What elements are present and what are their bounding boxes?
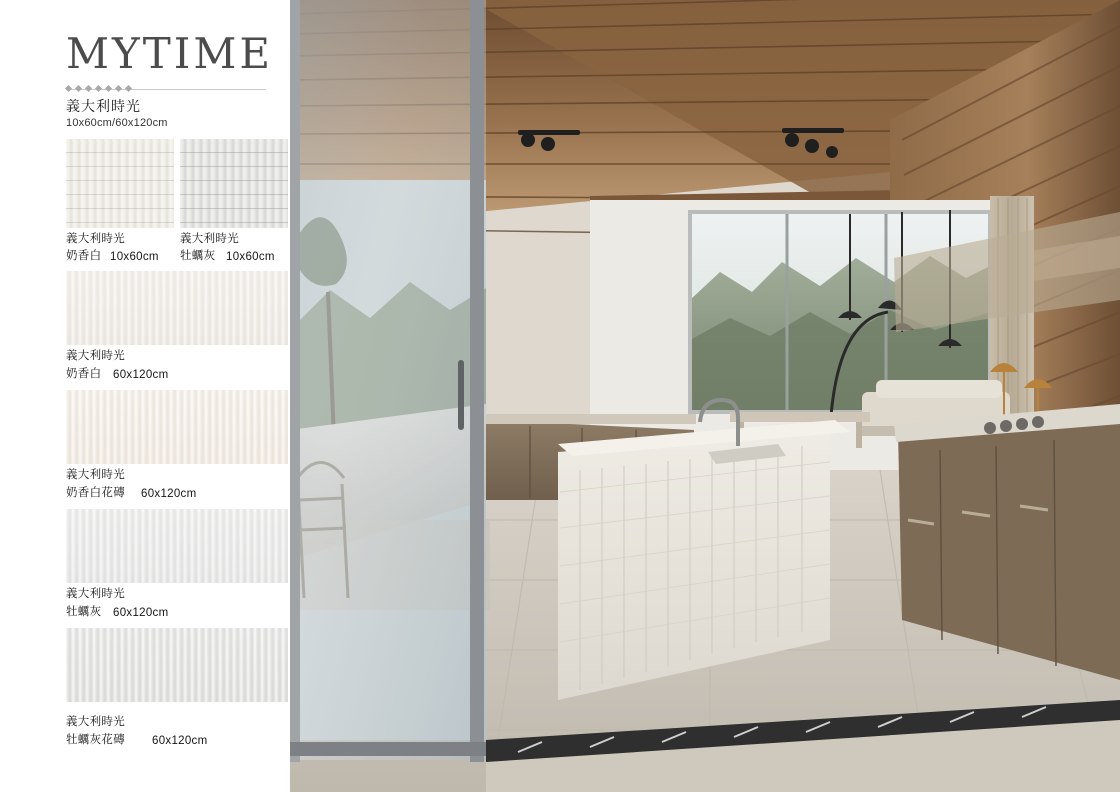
caption-cream-white-deco-60x120-variant: 奶香白花磚 bbox=[66, 487, 125, 499]
caption-oyster-grey-10x60-variant: 牡蠣灰 bbox=[180, 250, 216, 262]
caption-oyster-grey-10x60-size: 10x60cm bbox=[226, 251, 275, 263]
caption-oyster-grey-60x120-name: 義大利時光 bbox=[66, 588, 125, 600]
series-name: 義大利時光 bbox=[66, 98, 141, 114]
caption-oyster-grey-deco-60x120-name: 義大利時光 bbox=[66, 716, 125, 728]
door-frame-right bbox=[470, 0, 484, 762]
interior-photo bbox=[290, 0, 1120, 792]
right-counter bbox=[894, 212, 1120, 680]
swatch-cream-white-60x120[interactable] bbox=[66, 271, 288, 345]
caption-cream-white-60x120-name: 義大利時光 bbox=[66, 350, 125, 362]
caption-oyster-grey-deco-60x120-size: 60x120cm bbox=[152, 735, 208, 747]
brand-title: MYTIME bbox=[66, 29, 273, 78]
caption-oyster-grey-60x120-variant: 牡蠣灰 bbox=[66, 606, 102, 618]
door-handle bbox=[458, 360, 464, 430]
caption-cream-white-10x60-variant: 奶香白 bbox=[66, 250, 102, 262]
swatch-cream-white-deco-60x120[interactable] bbox=[66, 390, 288, 464]
swatch-cream-white-10x60[interactable] bbox=[66, 139, 174, 228]
series-sizes: 10x60cm/60x120cm bbox=[66, 117, 168, 129]
caption-oyster-grey-10x60-name: 義大利時光 bbox=[180, 233, 239, 245]
swatch-oyster-grey-deco-60x120[interactable] bbox=[66, 628, 288, 702]
caption-cream-white-deco-60x120-size: 60x120cm bbox=[141, 488, 197, 500]
caption-cream-white-deco-60x120-name: 義大利時光 bbox=[66, 469, 125, 481]
decorative-divider bbox=[66, 84, 266, 94]
product-sidebar bbox=[0, 0, 290, 792]
caption-cream-white-10x60-size: 10x60cm bbox=[110, 251, 159, 263]
sliding-glass-door bbox=[290, 0, 490, 762]
caption-cream-white-60x120-variant: 奶香白 bbox=[66, 368, 102, 380]
caption-cream-white-60x120-size: 60x120cm bbox=[113, 369, 169, 381]
caption-oyster-grey-deco-60x120-variant: 牡蠣灰花磚 bbox=[66, 734, 125, 746]
swatch-oyster-grey-60x120[interactable] bbox=[66, 509, 288, 583]
door-frame-left bbox=[290, 0, 300, 762]
caption-cream-white-10x60-name: 義大利時光 bbox=[66, 233, 125, 245]
swatch-oyster-grey-10x60[interactable] bbox=[180, 139, 288, 228]
caption-oyster-grey-60x120-size: 60x120cm bbox=[113, 607, 169, 619]
